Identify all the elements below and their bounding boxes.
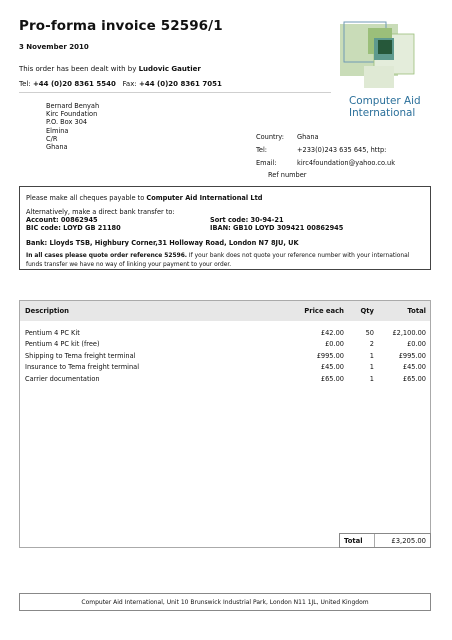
row-qty: 2 (369, 340, 374, 349)
row-description: Insurance to Tema freight terminal (25, 363, 140, 372)
recipient-contact (256, 130, 395, 169)
address-line: P.O. Box 304 (46, 118, 88, 127)
logo-square-dark (378, 40, 392, 54)
account-row (26, 216, 426, 224)
country-label: Country: (256, 132, 284, 141)
table-row (20, 327, 430, 339)
alt-transfer-line: Alternatively, make a direct bank transfer to: (26, 208, 175, 216)
sort-code: Sort code: 30-94-21 (210, 216, 284, 224)
address-line: Kirc Foundation (46, 110, 98, 119)
row-qty: 1 (369, 363, 374, 372)
recipient-tel-value: +233(0)243 635 645, http: (297, 145, 387, 154)
email-value[interactable]: kirc4foundation@yahoo.co.uk (297, 158, 396, 167)
ref-number-label: Ref number (268, 171, 307, 179)
grand-total-box (339, 533, 431, 548)
reference-note-bold: In all cases please quote order reference 52596. (26, 253, 188, 259)
dealt-with-line (19, 65, 201, 73)
header-qty: Qty (360, 307, 374, 315)
invoice-date: 3 November 2010 (19, 43, 89, 51)
row-qty: 50 (365, 328, 374, 337)
table-row (20, 362, 430, 374)
cheques-payee: Computer Aid International Ltd (146, 194, 263, 202)
account-number: Account: 00862945 (26, 216, 98, 224)
bic-iban-row (26, 224, 426, 232)
payment-details-box (19, 186, 431, 270)
items-table-body (20, 321, 430, 385)
reference-note-rest: If your bank does not quote your reference number with your international (188, 253, 410, 259)
row-price: £42.00 (320, 328, 344, 337)
footer-address: Computer Aid International, Unit 10 Brunswick Industrial Park, London N11 1JL, United Kingdom (81, 598, 369, 606)
cheques-prefix: Please make all cheques payable to (26, 194, 145, 202)
phone-fax-line (19, 80, 222, 88)
email-row (256, 156, 395, 169)
country-value: Ghana (297, 132, 319, 141)
logo-square-low (364, 66, 394, 88)
invoice-title: Pro-forma invoice 52596/1 (19, 18, 223, 34)
recipient-tel-label: Tel: (256, 145, 268, 154)
recipient-tel-row (256, 143, 395, 156)
row-price: £65.00 (320, 374, 344, 383)
iban: IBAN: GB10 LOYD 309421 00862945 (210, 224, 344, 232)
row-total: £45.00 (402, 363, 426, 372)
table-row (20, 350, 430, 362)
fax-value: +44 (0)20 8361 7051 (138, 80, 222, 88)
row-description: Shipping to Tema freight terminal (25, 351, 136, 360)
row-price: £45.00 (320, 363, 344, 372)
row-description: Pentium 4 PC Kit (25, 328, 80, 337)
logo-line1: Computer Aid (349, 95, 421, 107)
address-line: Elmina (46, 126, 69, 135)
row-price: £995.00 (316, 351, 344, 360)
row-total: £65.00 (402, 374, 426, 383)
table-row (20, 339, 430, 351)
dealt-prefix: This order has been dealt with by (19, 65, 137, 73)
email-label: Email: (256, 158, 277, 167)
row-description: Carrier documentation (25, 374, 100, 383)
row-qty: 1 (369, 374, 374, 383)
row-qty: 1 (369, 351, 374, 360)
page-footer (19, 593, 431, 611)
tel-label: Tel: (19, 80, 31, 88)
bank-address: Bank: Lloyds TSB, Highbury Corner,31 Holloway Road, London N7 8JU, UK (26, 239, 299, 247)
tel-value: +44 (0)20 8361 5540 (32, 80, 116, 88)
logo-line2: International (349, 106, 416, 119)
reference-note (26, 252, 426, 269)
total-label: Total (340, 534, 375, 547)
logo-wordmark (349, 96, 421, 119)
row-total: £995.00 (398, 351, 426, 360)
reference-note-line2: funds transfer we have no way of linking your payment to your order. (26, 261, 232, 268)
dealt-name: Ludovic Gautier (138, 65, 201, 73)
recipient-address (46, 102, 99, 151)
items-table-header (20, 301, 430, 321)
cheques-line (26, 194, 426, 202)
items-table (19, 300, 431, 548)
address-line: Ghana (46, 143, 68, 152)
row-total: £2,100.00 (392, 328, 426, 337)
address-line: Bernard Benyah (46, 102, 100, 110)
header-total: Total (407, 307, 426, 315)
address-line: C/R (46, 134, 58, 143)
fax-label: Fax: (122, 80, 137, 88)
header-price: Price each (304, 307, 344, 315)
table-row (20, 373, 430, 385)
total-value: £3,205.00 (391, 536, 426, 545)
bic-code: BIC code: LOYD GB 21180 (26, 224, 121, 232)
header-description: Description (25, 307, 69, 315)
row-price: £0.00 (325, 340, 344, 349)
row-total: £0.00 (407, 340, 426, 349)
country-row (256, 130, 395, 143)
header-divider (19, 92, 331, 93)
row-description: Pentium 4 PC kit (free) (25, 340, 100, 349)
